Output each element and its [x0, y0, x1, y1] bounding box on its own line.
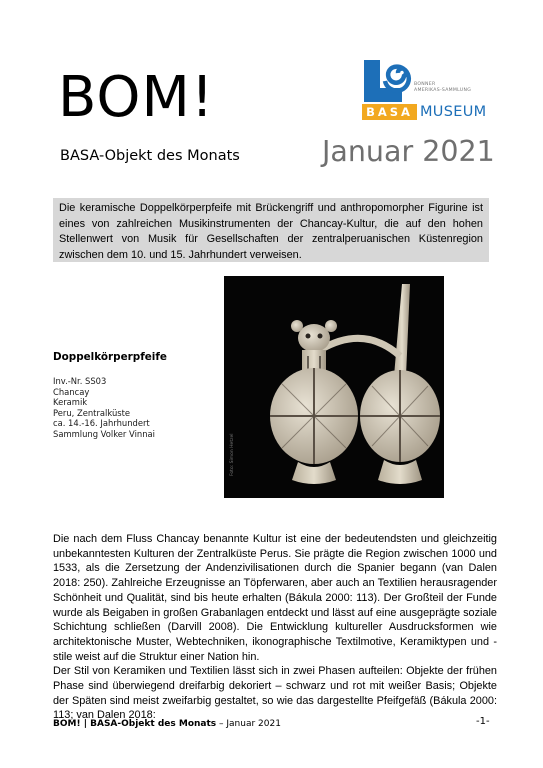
logo-museum-label: MUSEUM	[420, 104, 487, 120]
logo-basa-label: BASA	[362, 104, 417, 120]
footer-month: – Januar 2021	[216, 719, 281, 729]
page-footer	[53, 718, 281, 730]
body-paragraph-2: Der Stil von Keramiken und Textilien lässt sich in zwei Phasen aufteilen: Objekte der frühen Phase sind überwiegend dreifarbig dekoriert – schwarz und rot mit weißer Basis; Objekte der Späten sind meist zweifarbig gestaltet, so wie das dargestellte Pfeifgefäß (Bákula 2000: 113; van Dalen 2018:	[53, 665, 497, 722]
page-number: -1-	[476, 716, 490, 727]
body-paragraph-1: Die nach dem Fluss Chancay benannte Kultur ist eine der bedeutendsten und gleichzeitig unbekanntesten Kulturen der Zentralküste Perus. Sie prägte die Region zwischen 1000 und 1533, als die Zersetzung der Andenzivilisationen durch die Spanier begann (van Dalen 2018: 250). Zahlreiche Erzeugnisse an Töpferwaren, aber auch an Textilien herausragender Schönheit und Qualität, sind bis heute erhalten (Bákula 2000: 113). Der Großteil der Funde wurde als Beigaben in großen Grabanlagen entdeckt und lässt auf eine ausgeprägte soziale Schichtung schließen (Darvill 2008). Die Entwicklung kultureller Ausdrucksformen wie architektonische Muster, Webtechniken, ikonographische Textilmotive, Keramiktypen und -stile weist auf die Struktur einer Nation hin.	[53, 533, 497, 663]
issue-month: Januar 2021	[322, 135, 495, 168]
object-name: Doppelkörperpfeife	[53, 351, 167, 363]
photo-credit: Foto: Simon Hetzel	[230, 433, 235, 476]
body-text	[53, 532, 497, 723]
object-photo	[224, 276, 444, 498]
logo-tagline: BONNER AMERIKAS-SAMMLUNG	[414, 82, 472, 93]
intro-box: Die keramische Doppelkörperpfeife mit Brückengriff und anthropomorpher Figurine ist eines von zahlreichen Musikinstrumenten der Chancay-Kultur, die auf den hohen Stellenwert von Musik für Gesellschaften der zentralperuanischen Küstenregion zwischen dem 10. und 15. Jahrhundert verweisen.	[53, 198, 489, 262]
page-title: BOM!	[58, 65, 215, 130]
detail-material: Keramik	[53, 397, 88, 408]
detail-origin: Peru, Zentralküste	[53, 407, 131, 418]
page-subtitle: BASA-Objekt des Monats	[60, 148, 240, 164]
logo-spiral	[385, 67, 409, 91]
footer-publication: BOM! | BASA-Objekt des Monats	[53, 719, 217, 729]
object-details	[53, 376, 155, 440]
detail-culture: Chancay	[53, 386, 90, 397]
detail-inventory-number: Inv.-Nr. SS03	[53, 376, 107, 386]
detail-collection: Sammlung Volker Vinnai	[53, 428, 155, 439]
detail-date: ca. 14.-16. Jahrhundert	[53, 418, 150, 429]
double-whistle-illustration	[224, 276, 444, 498]
